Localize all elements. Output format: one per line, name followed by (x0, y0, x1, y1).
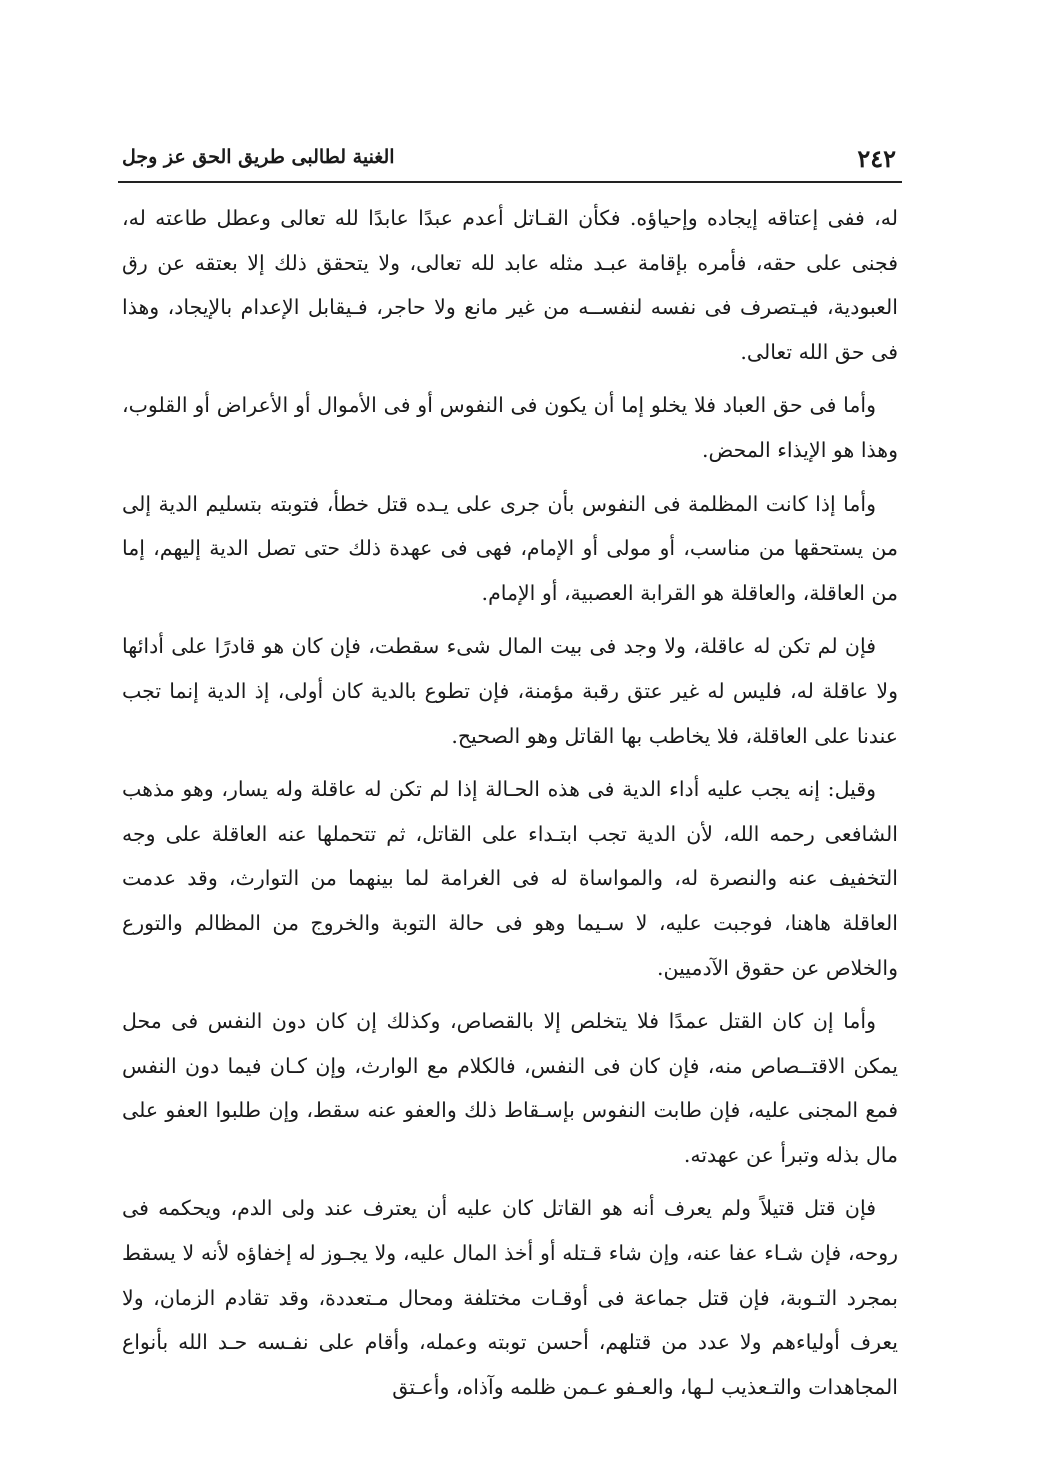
page-number: ٢٤٢ (857, 144, 896, 173)
paragraph: وأما إن كان القتل عمدًا فلا يتخلص إلا بالقصاص، وكذلك إن كان دون النفس فى محل يمكن الاقتــصاص منه، فإن كان فى النفس، فالكلام مع الوارث، وإن كـان فيما دون النفس فمع المجنى عليه، فإن طابت النفوس بإسـقاط ذلك والعفو عنه سقط، وإن طلبوا العفو على مال بذله وتبرأ عن عهدته. (122, 1009, 898, 1167)
running-title: الغنية لطالبى طريق الحق عز وجل (122, 146, 395, 168)
paragraph: فإن لم تكن له عاقلة، ولا وجد فى بيت المال شىء سقطت، فإن كان هو قادرًا على أدائها ولا عاقلة له، فليس له غير عتق رقبة مؤمنة، فإن تطوع بالدية كان أولى، إذ الدية إنما تجب عندنا على العاقلة، فلا يخاطب بها القاتل وهو الصحيح. (122, 634, 898, 748)
paragraph: وأما فى حق العباد فلا يخلو إما أن يكون فى النفوس أو فى الأموال أو الأعراض أو القلوب، وهذا هو الإيذاء المحض. (122, 393, 898, 462)
paragraph: وقيل: إنه يجب عليه أداء الدية فى هذه الحـالة إذا لم تكن له عاقلة وله يسار، وهو مذهب الشافعى رحمه الله، لأن الدية تجب ابتـداء على القاتل، ثم تتحملها عنه العاقلة على وجه التخفيف عنه والنصرة له، والمواساة له فى الغرامة لما بينهما من التوارث، وقد عدمت العاقلة هاهنا، فوجبت عليه، لا سـيما وهو فى حالة التوبة والخروج من المظالم والتورع والخلاص عن حقوق الآدميين. (122, 777, 898, 980)
paragraph: وأما إذا كانت المظلمة فى النفوس بأن جرى على يـده قتل خطأ، فتوبته بتسليم الدية إلى من يستحقها من مناسب، أو مولى أو الإمام، فهى فى عهدة ذلك حتى تصل الدية إليهم، إما من العاقلة، والعاقلة هو القرابة العصبية، أو الإمام. (122, 491, 898, 605)
body-text (122, 196, 898, 1399)
paragraph: له، ففى إعتاقه إيجاده وإحياؤه. فكأن القـاتل أعدم عبدًا عابدًا لله تعالى وعطل طاعته له، فجنى على حقه، فأمره بإقامة عبـد مثله عابد لله تعالى، ولا يتحقق ذلك إلا بعتقه عن رق العبودية، فيـتصرف فى نفسه لنفســه من غير مانع ولا حاجر، فـيقابل الإعدام بالإيجاد، وهذا فى حق الله تعالى. (122, 206, 898, 364)
paragraph: فإن قتل قتيلاً ولم يعرف أنه هو القاتل كان عليه أن يعترف عند ولى الدم، ويحكمه فى روحه، فإن شـاء عفا عنه، وإن شاء قـتله أو أخذ المال عليه، ولا يجـوز له إخفاؤه لأنه لا يسقط بمجرد التـوبة، فإن قتل جماعة فى أوقـات مختلفة ومحال مـتعددة، وقد تقادم الزمان، ولا يعرف أولياءهم ولا عدد من قتلهم، أحسن توبته وعمله، وأقام على نفـسه حـد الله بأنواع المجاهدات والتـعذيب لـها، والعـفو عـمن ظلمه وآذاه، وأعـتق (122, 1196, 898, 1399)
page-header (120, 140, 902, 180)
header-divider (118, 181, 902, 183)
